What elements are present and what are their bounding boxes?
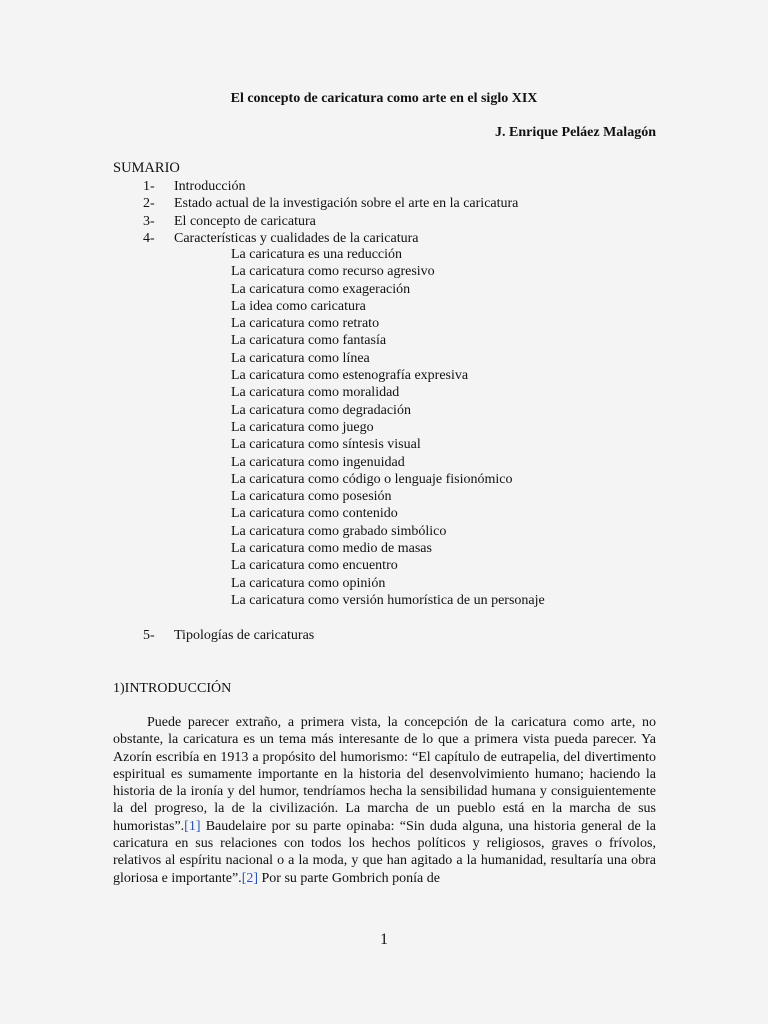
toc-subitem: La caricatura como exageración <box>231 281 411 297</box>
toc-subitem: La caricatura como recurso agresivo <box>231 264 435 280</box>
toc-subitem: La caricatura como estenografía expresiva <box>231 368 469 384</box>
toc-subitem: La caricatura como encuentro <box>231 558 398 574</box>
toc-subitem: La caricatura como fantasía <box>231 333 387 349</box>
page-number: 1 <box>380 931 388 948</box>
toc-text: Introducción <box>174 179 246 194</box>
toc-item-4 <box>0 230 768 247</box>
toc-subitem: La caricatura como versión humorística de un personaje <box>231 592 545 608</box>
toc-subitem: La caricatura como ingenuidad <box>231 454 405 470</box>
toc-subitem: La caricatura como posesión <box>231 489 392 505</box>
toc-subitem: La caricatura como línea <box>231 350 370 366</box>
toc-subitem: La caricatura como medio de masas <box>231 541 432 557</box>
paragraph-text: Puede parecer extraño, a primera vista, la concepción de la caricatura como arte, no obstante, la caricatura es un tema más interesante de lo que a primera vista pueda parecer. Ya Azorín escribía en 1913 a propósito del humorismo: “El capítulo de eutrapelia, del divertimento espiritual es sumamente importante en la historia del desenvolvimiento humano; haciendo la historia de la ironía y del humor, tendríamos hecha la sensibilidad humana y consiguientemente la del progreso, la de la civilización. La marcha de un pueblo está en la marcha de sus humoristas”. <box>113 715 656 834</box>
toc-text: Estado actual de la investigación sobre el arte en la caricatura <box>174 196 519 212</box>
intro-paragraph <box>113 714 656 887</box>
toc-subitem: La caricatura como grabado simbólico <box>231 523 447 539</box>
toc-number: 1- <box>143 179 155 194</box>
toc-subitem: La caricatura como retrato <box>231 316 380 332</box>
toc-number: 3- <box>143 213 155 229</box>
toc-subitem: La caricatura como juego <box>231 419 374 435</box>
toc-subitem: La caricatura como síntesis visual <box>231 437 421 453</box>
document-title: El concepto de caricatura como arte en el siglo XIX <box>230 91 538 106</box>
toc-text: El concepto de caricatura <box>174 213 316 229</box>
toc-subitems <box>231 246 545 609</box>
paragraph-text: Baudelaire por su parte opinaba: “Sin duda alguna, una historia general de la caricatura en sus relaciones con todos los hechos políticos y religiosos, graves o frívolos, relativos al espíritu nacional o a la moda, y que han agitado a la humanidad, resultaría una obra gloriosa e importante”. <box>113 818 656 886</box>
toc-item-2 <box>0 195 768 212</box>
toc-subitem: La idea como caricatura <box>231 298 366 314</box>
table-of-contents <box>0 178 768 247</box>
sumario-heading: SUMARIO <box>113 160 180 176</box>
paragraph-text: Por su parte Gombrich ponía de <box>258 870 440 886</box>
toc-subitem: La caricatura como degradación <box>231 402 411 418</box>
document-author: J. Enrique Peláez Malagón <box>495 125 656 140</box>
toc-subitem: La caricatura como contenido <box>231 506 398 522</box>
toc-subitem: La caricatura es una reducción <box>231 247 403 262</box>
toc-item-3 <box>0 213 768 230</box>
toc-item-1 <box>0 178 768 195</box>
toc-subitem: La caricatura como código o lenguaje fisionómico <box>231 471 513 487</box>
toc-number: 2- <box>143 196 155 212</box>
footnote-link-1[interactable]: [1] <box>184 818 201 834</box>
toc-subitem: La caricatura como opinión <box>231 575 386 591</box>
intro-heading: 1)INTRODUCCIÓN <box>113 681 232 696</box>
toc-number: 5- <box>143 628 155 643</box>
toc-text: Características y cualidades de la caricatura <box>174 230 419 246</box>
toc-subitem: La caricatura como moralidad <box>231 385 400 401</box>
toc-number: 4- <box>143 230 155 246</box>
toc-text: Tipologías de caricaturas <box>174 628 315 643</box>
footnote-link-2[interactable]: [2] <box>241 870 259 886</box>
toc-item-5 <box>0 627 768 644</box>
